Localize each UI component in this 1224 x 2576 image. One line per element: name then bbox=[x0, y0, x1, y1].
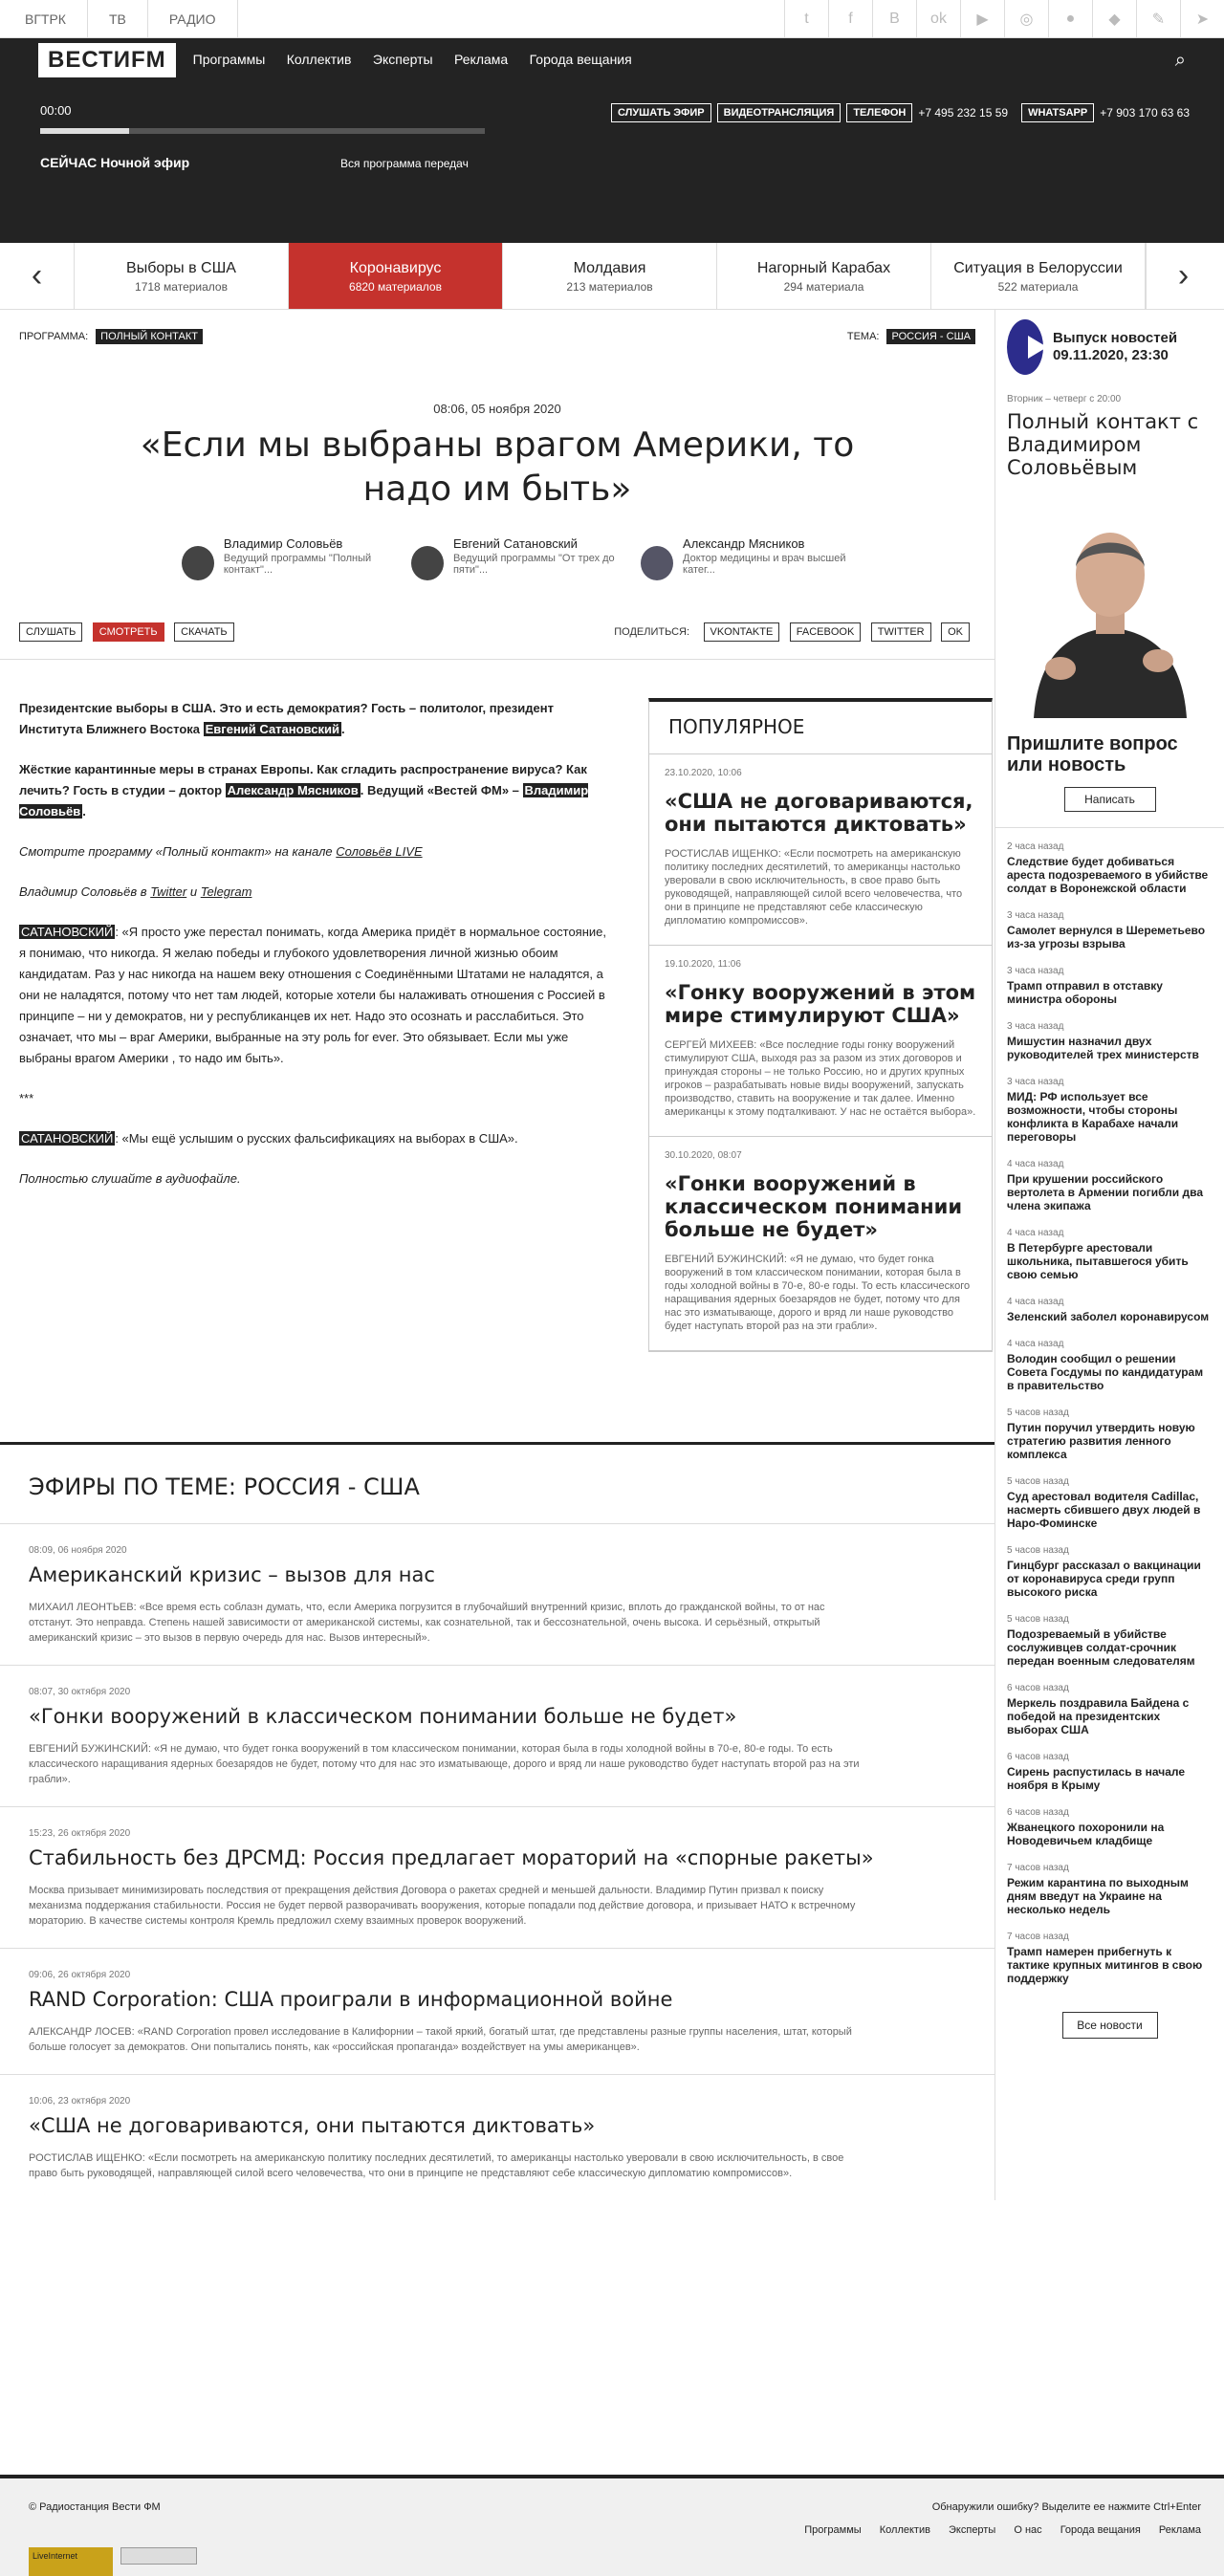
download-button[interactable]: СКАЧАТЬ bbox=[174, 622, 234, 642]
item-text: СЕРГЕЙ МИХЕЕВ: «Все последние годы гонку вооружений стимулируют США, выходя раз за разом из этих договоров и принуждая стороны – не только Россию, но и других крупных игроков – разрабатывать новые виды вооружений, запускать производство, ставить на вооружение и так далее. Именно американцы к этому подталкивают. У нас не остаётся выбора». bbox=[665, 1039, 976, 1118]
error-report: Обнаружили ошибку? Выделите ее нажмите Ctrl+Enter bbox=[931, 2501, 1201, 2513]
item-date: 19.10.2020, 11:06 bbox=[665, 959, 741, 970]
livejournal-icon[interactable]: ✎ bbox=[1136, 0, 1180, 38]
copyright: © Радиостанция Вести ФМ bbox=[29, 2501, 161, 2513]
speaker-tag: САТАНОВСКИЙ bbox=[21, 925, 114, 939]
item-title: «США не договариваются, они пытаются диктовать» bbox=[665, 790, 973, 836]
show-schedule: Вторник – четверг с 20:00 bbox=[1007, 394, 1122, 404]
footer-cities[interactable]: Города вещания bbox=[1060, 2524, 1141, 2536]
article-text: : «Я просто уже перестал понимать, когда Америка придёт в нормальное состояние, я понимаю, что никогда. Я желаю победы и глубокого удовлетворения личной жизнью обоим кандидатам. Раз у нас никогда на нашем веку отношения с Соединёнными Штатами не наладятся, а они не наладятся, потому что нет там людей, которые хотели бы налаживать отношения с Россией в принципе – ни у демократов, ни у республиканцев их нет. Надо это осознать и расслабиться. Это означает, что мы – враг Америки, выбранные на эту роль for ever. Это обязывает. Если мы уже выбраны врагом Америки , то надо им быть». bbox=[19, 925, 606, 1065]
link-vgtrk[interactable]: ВГТРК bbox=[0, 0, 88, 37]
person-desc: Доктор медицины и врач высшей катег... bbox=[683, 553, 846, 576]
item-date: 09:06, 26 октября 2020 bbox=[29, 1970, 131, 1980]
popular-block bbox=[648, 698, 993, 1352]
item-text: Москва призывает минимизировать последствия от прекращения действия Договора о ракетах средней и меньшей дальности. Владимир Путин призвал к поиску механизма поддержания стабильности. Россия не будет первой разворачивать вооружения, которые попадали под действие договора, и призывает НАТО к встречному мораторию. В качестве системы контроля Кремль предложил схему взаимных проверок вооружений. bbox=[29, 1885, 856, 1927]
item-date: 15:23, 26 октября 2020 bbox=[29, 1828, 131, 1839]
share-label: ПОДЕЛИТЬСЯ: bbox=[614, 626, 690, 638]
news-item[interactable]: 3 часа назад Самолет вернулся в Шереметьево из-за угрозы взрыва bbox=[1007, 910, 1206, 950]
chevron-left-icon[interactable]: ‹ bbox=[0, 243, 75, 309]
twitter-link[interactable]: Twitter bbox=[150, 884, 187, 899]
broadcast-item[interactable] bbox=[0, 1665, 994, 1806]
person-satanovsky[interactable] bbox=[411, 536, 641, 580]
news-item[interactable]: 5 часов назад Путин поручил утвердить новую стратегию развития ленного комплекса bbox=[1007, 1408, 1195, 1461]
popular-item[interactable] bbox=[649, 754, 992, 946]
news-item[interactable]: 4 часа назад В Петербурге арестовали школьника, пытавшегося убить свою семью bbox=[1007, 1228, 1189, 1281]
article-body: Президентские выборы в США. Это и есть демократия? Гость – политолог, президент Института Ближнего Востока Евгений Сатановский . Жёсткие карантинные меры в странах Европы. Как сгладить распространение вируса? Как лечить? Гость в студии – доктор Александр Мясников . Ведущий «Вестей ФМ» – Владимир Соловьёв . Смотрите программу «Полный контакт» на канале Соловьёв LIVE Владимир Соловьёв в Twitter и Telegram САТАНОВСКИЙ : «Я просто уже перестал понимать, когда Америка придёт в нормальное состояние, я понимаю, что никогда. Я желаю победы и глубокого удовлетворения личной жизнью обоим кандидатам. Раз у нас никогда на нашем веку отношения с Соединёнными Штатами не наладятся, а они не наладятся, потому что нет там людей, которые хотели бы налаживать отношения с Россией в принципе – ни у демократов, ни у республиканцев их нет. Надо это осознать и расслабиться. Это означает, что мы – враг Америки, выбранные на эту роль for ever. Это обязывает. Если мы уже выбраны врагом Америки , то надо им быть». *** САТАНОВСКИЙ : «Мы ещё услышим о русских фальсификациях на выборах в США». Полностью слушайте в аудиофайле. bbox=[0, 660, 631, 1352]
popular-item[interactable] bbox=[649, 946, 992, 1137]
topic-karabakh[interactable] bbox=[717, 243, 931, 309]
theme-label: ТЕМА: bbox=[846, 331, 880, 342]
topic-us-elections[interactable] bbox=[75, 243, 289, 309]
popular-title: ПОПУЛЯРНОЕ bbox=[649, 702, 992, 754]
listen-live-button[interactable]: СЛУШАТЬ ЭФИР bbox=[611, 103, 711, 122]
facebook-icon[interactable]: f bbox=[828, 0, 872, 38]
news-item[interactable]: 6 часов назад Сирень распустилась в начале ноября в Крыму bbox=[1007, 1752, 1186, 1792]
share-vk-button[interactable]: VKONTAKTE bbox=[704, 622, 780, 642]
item-text: ЕВГЕНИЙ БУЖИНСКИЙ: «Я не думаю, что будет гонка вооружений в том классическом понимании, которая была в годы холодной войны в 70-е, 80-е годы. То есть классического наращивания ядерных боезарядов не будет, потому что для нас это изматывающе, дорого и вряд ли наше руководство будет наступать второй раз на эти грабли». bbox=[665, 1254, 971, 1332]
write-button[interactable]: Написать bbox=[1064, 787, 1156, 812]
article-text: Полностью слушайте в аудиофайле. bbox=[19, 1171, 241, 1186]
article-text: Жёсткие карантинные меры в странах Европы. Как сгладить распространение вируса? Как лечить? Гость в студии – доктор bbox=[19, 762, 587, 797]
item-title: Стабильность без ДРСМД: Россия предлагает мораторий на «спорные ракеты» bbox=[29, 1846, 874, 1869]
topic-count: 1718 материалов bbox=[135, 280, 228, 294]
article-text: . Ведущий «Вестей ФМ» – bbox=[360, 783, 523, 797]
topic-name: Молдавия bbox=[573, 260, 646, 276]
item-text: РОСТИСЛАВ ИЩЕНКО: «Если посмотреть на американскую политику последних десятилетий, то американцы настолько уверовали в свою исключительность, в свое право быть руководящей, направляющей силой всего человечества, что они в принципе не представляют себе классическую дипломатию компромиссов». bbox=[29, 2152, 844, 2179]
news-item[interactable]: 5 часов назад Гинцбург рассказал о вакцинации от коронавируса среди групп высокого риска bbox=[1007, 1545, 1201, 1599]
news-item[interactable]: 4 часа назад Зеленский заболел коронавирусом bbox=[1007, 1297, 1210, 1323]
phone-number[interactable]: +7 495 232 15 59 bbox=[918, 106, 1009, 120]
item-title: «США не договариваются, они пытаются диктовать» bbox=[29, 2114, 596, 2137]
item-title: «Гонки вооружений в классическом понимании больше не будет» bbox=[665, 1172, 963, 1241]
news-item[interactable]: 4 часа назад При крушении российского вертолета в Армении погибли два члена экипажа bbox=[1007, 1159, 1204, 1212]
link-tv[interactable]: ТВ bbox=[88, 0, 148, 37]
youtube-icon[interactable]: ▶ bbox=[960, 0, 1004, 38]
item-date: 08:09, 06 ноября 2020 bbox=[29, 1545, 127, 1556]
topic-count: 6820 материалов bbox=[349, 280, 442, 294]
topic-name: Коронавирус bbox=[349, 260, 442, 276]
item-title: RAND Corporation: США проиграли в информационной войне bbox=[29, 1988, 673, 2011]
person-desc: Ведущий программы "От трех до пяти"... bbox=[452, 553, 615, 576]
article-text: и bbox=[186, 884, 201, 899]
topic-name: Нагорный Карабах bbox=[756, 260, 891, 276]
topic-coronavirus[interactable] bbox=[289, 243, 503, 309]
liveinternet-counter[interactable]: LiveInternet bbox=[29, 2547, 113, 2576]
play-icon[interactable] bbox=[1007, 319, 1043, 375]
apple-icon[interactable]: ● bbox=[1048, 0, 1092, 38]
topic-belarus[interactable] bbox=[931, 243, 1146, 309]
listen-button[interactable]: СЛУШАТЬ bbox=[19, 622, 82, 642]
item-date: 23.10.2020, 10:06 bbox=[665, 768, 742, 778]
broadcast-item[interactable] bbox=[0, 2074, 994, 2200]
news-feed bbox=[995, 827, 1224, 1985]
show-title[interactable]: Полный контакт с Владимиром Соловьёвым bbox=[1007, 410, 1199, 479]
news-item[interactable]: 3 часа назад МИД: РФ использует все возможности, чтобы стороны конфликта в Карабахе начали переговоры bbox=[1007, 1077, 1179, 1144]
article-text: Президентские выборы в США. Это и есть демократия? Гость – политолог, президент Института Ближнего Востока bbox=[19, 701, 554, 736]
top-strip bbox=[0, 0, 1224, 38]
nav-team[interactable]: Коллектив bbox=[286, 52, 352, 67]
player-time: 00:00 bbox=[40, 103, 72, 118]
item-title: «Гонку вооружений в этом мире стимулируют США» bbox=[665, 981, 976, 1027]
nav-ads[interactable]: Реклама bbox=[454, 52, 509, 67]
broadcast-item[interactable] bbox=[0, 1806, 994, 1948]
instagram-icon[interactable]: ◎ bbox=[1004, 0, 1048, 38]
footer-team[interactable]: Коллектив bbox=[879, 2524, 930, 2536]
footer-ads[interactable]: Реклама bbox=[1158, 2524, 1201, 2536]
theme-tag[interactable]: РОССИЯ - США bbox=[886, 329, 975, 344]
related-title: ЭФИРЫ ПО ТЕМЕ: РОССИЯ - США bbox=[29, 1474, 420, 1500]
item-text: ЕВГЕНИЙ БУЖИНСКИЙ: «Я не думаю, что будет гонка вооружений в том классическом понимании, которая была в годы холодной войны в 70-е, 80-е годы. То есть классического наращивания ядерных боезарядов не будет, потому что для нас это изматывающе, дорого и вряд ли наше руководство будет наступать второй раз на эти грабли». bbox=[29, 1743, 860, 1785]
speaker-tag: САТАНОВСКИЙ bbox=[21, 1131, 114, 1146]
article-text: : «Мы ещё услышим о русских фальсификациях на выборах в США». bbox=[115, 1131, 518, 1146]
share-facebook-button[interactable]: FACEBOOK bbox=[790, 622, 862, 642]
separator: *** bbox=[19, 1091, 34, 1105]
person-solovyov[interactable] bbox=[182, 536, 411, 580]
avatar bbox=[182, 546, 214, 580]
article-text: Владимир Соловьёв в bbox=[19, 884, 151, 899]
radio-player bbox=[0, 82, 1224, 243]
popular-item[interactable] bbox=[649, 1137, 992, 1351]
news-item[interactable]: 6 часов назад Меркель поздравила Байдена с победой на президентских выборах США bbox=[1007, 1683, 1190, 1736]
program-label: ПРОГРАММА: bbox=[19, 331, 89, 342]
news-item[interactable]: 6 часов назад Жванецкого похоронили на Новодевичьем кладбище bbox=[1007, 1807, 1165, 1847]
person-desc: Ведущий программы "Полный контакт"... bbox=[223, 553, 372, 576]
person-link[interactable]: Александр Мясников bbox=[227, 783, 359, 797]
news-bulletin[interactable] bbox=[995, 310, 1224, 384]
person-name: Александр Мясников bbox=[683, 536, 805, 551]
news-item[interactable]: 5 часов назад Суд арестовал водителя Cadillac, насмерть сбившего двух людей в Наро-Фоминске bbox=[1007, 1476, 1201, 1530]
whatsapp-number[interactable]: +7 903 170 63 63 bbox=[1100, 106, 1190, 120]
topic-count: 294 материала bbox=[783, 280, 864, 294]
footer bbox=[0, 2475, 1224, 2576]
broadcast-item[interactable] bbox=[0, 1523, 994, 1665]
footer-experts[interactable]: Эксперты bbox=[949, 2524, 996, 2536]
news-item[interactable]: 5 часов назад Подозреваемый в убийстве сослуживцев солдат-срочник передан военным следователям bbox=[1007, 1614, 1195, 1668]
topic-name: Ситуация в Белоруссии bbox=[953, 260, 1123, 276]
nav-experts[interactable]: Эксперты bbox=[372, 52, 433, 67]
topic-moldova[interactable] bbox=[503, 243, 717, 309]
odnoklassniki-icon[interactable]: ok bbox=[916, 0, 960, 38]
chevron-right-icon[interactable]: › bbox=[1146, 243, 1220, 309]
link-radio[interactable]: РАДИО bbox=[148, 0, 238, 37]
item-text: АЛЕКСАНДР ЛОСЕВ: «RAND Corporation провел исследование в Калифорнии – такой яркий, богатый штат, где представлены разные группы населения, штат, который больше голосует за демократов. Они попытались понять, как «российская пропаганда» воздействует на умы американцев». bbox=[29, 2026, 852, 2053]
avatar bbox=[411, 546, 444, 580]
watch-button[interactable]: СМОТРЕТЬ bbox=[93, 622, 164, 642]
logo[interactable]: ВЕСТИFM bbox=[38, 43, 176, 77]
item-date: 30.10.2020, 08:07 bbox=[665, 1150, 742, 1161]
related-broadcasts bbox=[0, 1442, 994, 2200]
footer-programs[interactable]: Программы bbox=[804, 2524, 862, 2536]
item-title: «Гонки вооружений в классическом понимании больше не будет» bbox=[29, 1705, 737, 1728]
item-text: МИХАИЛ ЛЕОНТЬЕВ: «Все время есть соблазн думать, что, если Америка погрузится в глубочайший внутренний кризис, вплоть до гражданской войны, то от нас отстанут. Это неправда. Степень нашей зависимости от американской системы, как сознательной, так и бессознательной, очень высока. И серьёзный, открытый американский кризис – это вызов в первую очередь для нас. Вызов интересный». bbox=[29, 1602, 825, 1644]
person-name: Евгений Сатановский bbox=[452, 536, 578, 551]
main-nav bbox=[0, 38, 1224, 82]
nav-cities[interactable]: Города вещания bbox=[529, 52, 632, 67]
send-question-title: Пришлите вопрос или новость bbox=[1007, 733, 1178, 775]
topic-count: 213 материалов bbox=[566, 280, 653, 294]
news-item[interactable]: 3 часа назад Мишустин назначил двух руководителей трех министерств bbox=[1007, 1021, 1199, 1061]
item-date: 10:06, 23 октября 2020 bbox=[29, 2096, 131, 2107]
item-text: РОСТИСЛАВ ИЩЕНКО: «Если посмотреть на американскую политику последних десятилетий, то американцы настолько уверовали в свою исключительность, в свое право быть руководящей, направляющей силой всего человечества, что они в принципе не представляют себе классическую дипломатию компромиссов». bbox=[665, 848, 963, 927]
topics-carousel bbox=[0, 243, 1224, 310]
avatar bbox=[641, 546, 673, 580]
person-link[interactable]: Владимир Соловьёв bbox=[19, 783, 589, 819]
bulletin-title: Выпуск новостей 09.11.2020, 23:30 bbox=[1052, 330, 1178, 363]
schedule-link[interactable]: Вся программа передач bbox=[340, 157, 469, 170]
person-myasnikov[interactable] bbox=[641, 536, 870, 580]
telegram-icon[interactable]: ➤ bbox=[1180, 0, 1224, 38]
news-item[interactable]: 7 часов назад Трамп намерен прибегнуть к тактике крупных митингов в свою поддержку bbox=[1007, 1932, 1203, 1985]
person-name: Владимир Соловьёв bbox=[223, 536, 343, 551]
player-progress[interactable] bbox=[40, 128, 485, 134]
vk-icon[interactable]: B bbox=[872, 0, 916, 38]
all-news-button[interactable]: Все новости bbox=[1062, 2012, 1158, 2039]
nav-programs[interactable]: Программы bbox=[192, 52, 266, 67]
twitter-icon[interactable]: t bbox=[784, 0, 828, 38]
channel-link[interactable]: Соловьёв LIVE bbox=[336, 844, 423, 859]
now-playing: СЕЙЧАС Ночной эфир bbox=[40, 155, 190, 170]
video-button[interactable]: ВИДЕОТРАНСЛЯЦИЯ bbox=[717, 103, 842, 122]
topic-count: 522 материала bbox=[997, 280, 1079, 294]
article-date: 08:06, 05 ноября 2020 bbox=[433, 402, 561, 416]
counter-badge[interactable] bbox=[120, 2547, 197, 2565]
phone-label: ТЕЛЕФОН bbox=[846, 103, 912, 122]
broadcast-item[interactable] bbox=[0, 1948, 994, 2074]
item-title: Американский кризис – вызов для нас bbox=[29, 1563, 435, 1586]
whatsapp-label: WHATSAPP bbox=[1021, 103, 1094, 122]
news-item[interactable]: 7 часов назад Режим карантина по выходным дням введут на Украине на несколько недель bbox=[1007, 1863, 1189, 1916]
search-icon[interactable]: ⌕ bbox=[1174, 49, 1186, 71]
article-text: Смотрите программу «Полный контакт» на канале bbox=[19, 844, 337, 859]
news-item[interactable]: 2 часа назад Следствие будет добиваться ареста подозреваемого в убийстве солдат в Воронежской области bbox=[1007, 841, 1209, 895]
host-photo bbox=[995, 489, 1224, 718]
article-title: «Если мы выбраны врагом Америки, то надо им быть» bbox=[140, 426, 855, 509]
news-item[interactable]: 3 часа назад Трамп отправил в отставку министра обороны bbox=[1007, 966, 1163, 1006]
share-twitter-button[interactable]: TWITTER bbox=[871, 622, 931, 642]
item-date: 08:07, 30 октября 2020 bbox=[29, 1687, 131, 1697]
share-ok-button[interactable]: OK bbox=[941, 622, 970, 642]
person-link[interactable]: Евгений Сатановский bbox=[205, 722, 339, 736]
android-icon[interactable]: ◆ bbox=[1092, 0, 1136, 38]
program-tag[interactable]: ПОЛНЫЙ КОНТАКТ bbox=[96, 329, 203, 344]
footer-about[interactable]: О нас bbox=[1014, 2524, 1042, 2536]
sidebar bbox=[994, 310, 1224, 2200]
news-item[interactable]: 4 часа назад Володин сообщил о решении Совета Госдумы по кандидатурам в правительство bbox=[1007, 1339, 1204, 1392]
topic-name: Выборы в США bbox=[126, 260, 236, 276]
telegram-link[interactable]: Telegram bbox=[200, 884, 252, 899]
